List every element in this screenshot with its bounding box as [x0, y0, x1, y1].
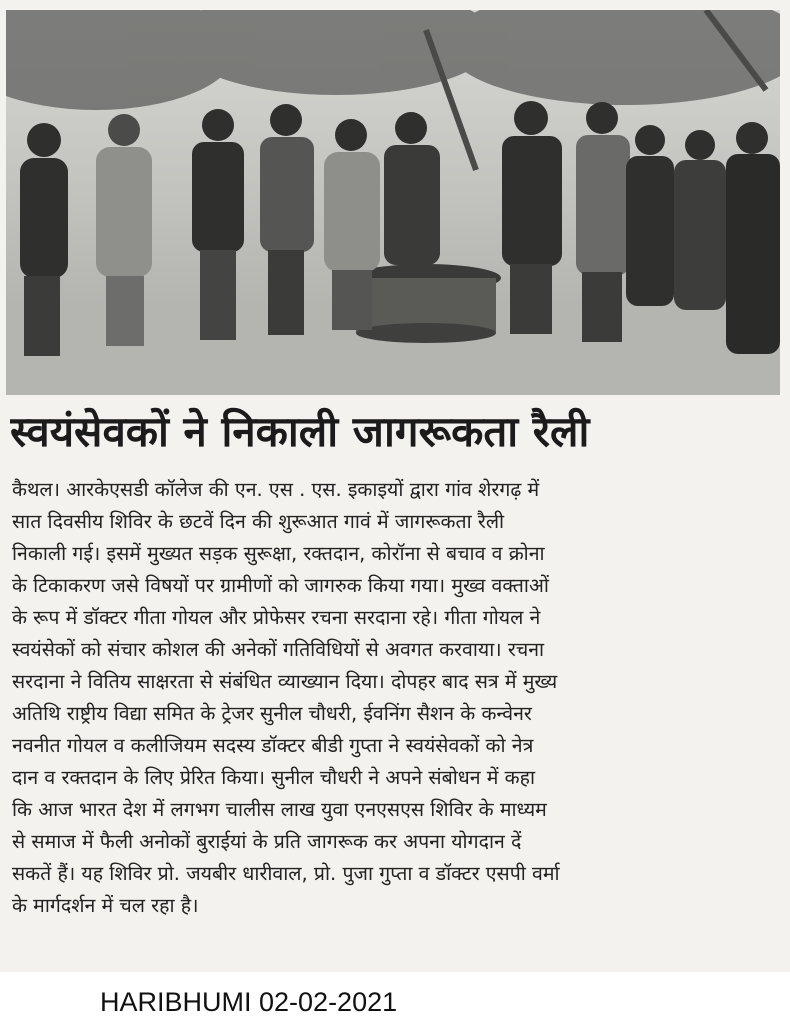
article-line: दान व रक्तदान के लिए प्रेरित किया। सुनील चौधरी ने अपने संबोधन में कहा — [12, 766, 536, 789]
article-line: से समाज में फैली अनोकों बुराईयां के प्रति जागरूक कर अपना योगदान दें — [12, 830, 522, 853]
article-line: सरदाना ने वितिय साक्षरता से संबंधित व्याख्यान दिया। दोपहर बाद सत्र में मुख्य — [12, 670, 558, 693]
table-shape — [351, 264, 501, 343]
article-body — [12, 474, 780, 968]
article-line: नवनीत गोयल व कलीजियम सदस्य डॉक्टर बीडी गुप्ता ने स्वयंसेवकों को नेत्र — [12, 734, 534, 757]
article-line: स्वयंसेकों को संचार कोशल की अनेकों गतिविधियों से अवगत करवाया। रचना — [12, 638, 545, 661]
article-line: के रूप में डॉक्टर गीता गोयल और प्रोफेसर रचना सरदाना रहे। गीता गोयल ने — [12, 606, 541, 629]
group-photo — [6, 10, 780, 395]
article-line: कि आज भारत देश में लगभग चालीस लाख युवा एनएसएस शिविर के माध्यम — [12, 798, 547, 821]
article-line: के मार्गदर्शन में चल रहा है। — [12, 894, 199, 917]
source-caption: HARIBHUMI 02-02-2021 — [100, 987, 398, 1017]
article-line: के टिकाकरण जसे विषयों पर ग्रामीणों को जागरुक किया गया। मुख्व वक्ताओं — [12, 574, 549, 597]
article-line: अतिथि राष्ट्रीय विद्या समित के ट्रेजर सुनील चौधरी, ईवनिंग सैशन के कन्वेनर — [12, 702, 532, 725]
article-headline: स्वयंसेवकों ने निकाली जागरूकता रैली — [10, 407, 590, 456]
article-line: सकतें हैं। यह शिविर प्रो. जयबीर धारीवाल, प्रो. पुजा गुप्ता व डॉक्टर एसपी वर्मा — [12, 862, 560, 885]
article-line: निकाली गई। इसमें मुख्यत सड़क सुरूक्षा, रक्तदान, कोरॉना से बचाव व क्रोना — [12, 542, 545, 565]
group-photo-image — [6, 10, 780, 395]
article-line: कैथल। आरकेएसडी कॉलेज की एन. एस . एस. इकाइयों द्वारा गांव शेरगढ़ में — [12, 478, 540, 501]
article-line: सात दिवसीय शिविर के छटवें दिन की शुरूआत गावं में जागरूकता रैली — [12, 510, 505, 533]
